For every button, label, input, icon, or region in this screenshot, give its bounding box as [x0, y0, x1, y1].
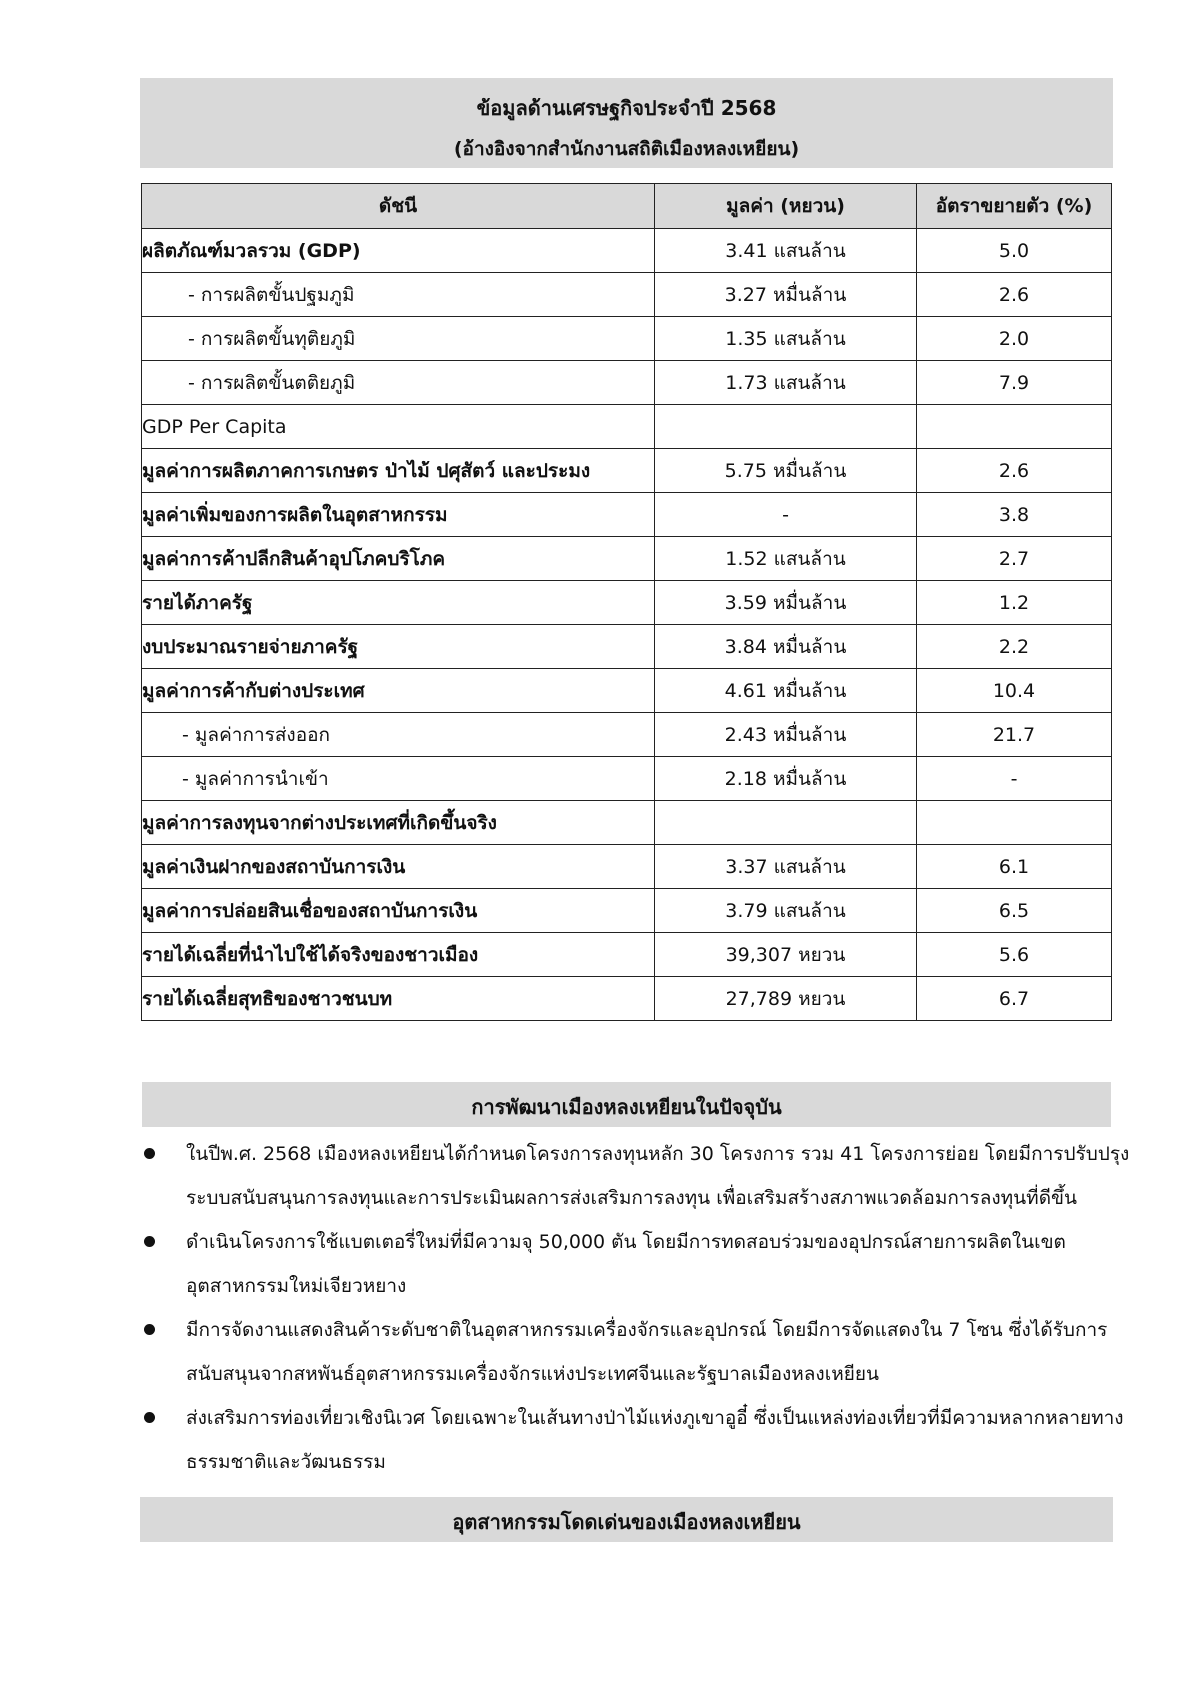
indicator-cell: มูลค่าการปล่อยสินเชื่อของสถาบันการเงิน	[142, 889, 655, 933]
table-row	[142, 361, 1112, 405]
table-row	[142, 273, 1112, 317]
value-cell: 3.41 แสนล้าน	[655, 229, 917, 273]
indicator-cell: - มูลค่าการส่งออก	[142, 713, 655, 757]
growth-rate-cell: 10.4	[917, 669, 1112, 713]
value-cell	[655, 801, 917, 845]
indicator-cell: - มูลค่าการนำเข้า	[142, 757, 655, 801]
growth-rate-cell: 5.0	[917, 229, 1112, 273]
bullet-text: ส่งเสริมการท่องเที่ยวเชิงนิเวศ โดยเฉพาะในเส้นทางป่าไม้แห่งภูเขาอูอี๋ ซึ่งเป็นแหล่งท่องเที่ยวที่มีความหลากหลายทางธรรมชาติและวัฒนธรรม	[186, 1407, 1124, 1473]
growth-rate-cell: 2.6	[917, 273, 1112, 317]
value-cell: 3.84 หมื่นล้าน	[655, 625, 917, 669]
growth-rate-cell	[917, 801, 1112, 845]
growth-rate-cell: 6.5	[917, 889, 1112, 933]
indicator-cell: งบประมาณรายจ่ายภาครัฐ	[142, 625, 655, 669]
growth-rate-cell: 2.2	[917, 625, 1112, 669]
bullet-text: ในปีพ.ศ. 2568 เมืองหลงเหยียนได้กำหนดโครงการลงทุนหลัก 30 โครงการ รวม 41 โครงการย่อย โดยมีการปรับปรุงระบบสนับสนุนการลงทุนและการประเมินผลการส่งเสริมการลงทุน เพื่อเสริมสร้างสภาพแวดล้อมการลงทุนที่ดีขึ้น	[186, 1143, 1130, 1209]
bullet-icon	[144, 1236, 155, 1247]
table-header-row	[142, 184, 1112, 229]
value-cell: 27,789 หยวน	[655, 977, 917, 1021]
section-heading-industries: อุตสาหกรรมโดดเด่นของเมืองหลงเหยียน	[140, 1497, 1113, 1542]
indicator-cell: มูลค่าการค้าปลีกสินค้าอุปโภคบริโภค	[142, 537, 655, 581]
growth-rate-cell: 2.0	[917, 317, 1112, 361]
list-item	[140, 1132, 1150, 1220]
value-cell: 3.37 แสนล้าน	[655, 845, 917, 889]
table-row	[142, 229, 1112, 273]
value-cell: 3.27 หมื่นล้าน	[655, 273, 917, 317]
table-row	[142, 801, 1112, 845]
value-cell: 2.18 หมื่นล้าน	[655, 757, 917, 801]
list-item	[140, 1220, 1150, 1308]
development-bullet-list	[140, 1132, 1150, 1484]
growth-rate-cell: 6.7	[917, 977, 1112, 1021]
bullet-icon	[144, 1148, 155, 1159]
document-header	[140, 78, 1113, 168]
column-header-value: มูลค่า (หยวน)	[655, 184, 917, 229]
table-row	[142, 493, 1112, 537]
table-row	[142, 405, 1112, 449]
table-row	[142, 537, 1112, 581]
value-cell: 39,307 หยวน	[655, 933, 917, 977]
growth-rate-cell: 2.6	[917, 449, 1112, 493]
list-item	[140, 1396, 1150, 1484]
table-body	[142, 229, 1112, 1021]
indicator-cell: มูลค่าการผลิตภาคการเกษตร ป่าไม้ ปศุสัตว์ และประมง	[142, 449, 655, 493]
column-header-indicator: ดัชนี	[142, 184, 655, 229]
value-cell: 1.35 แสนล้าน	[655, 317, 917, 361]
value-cell: 5.75 หมื่นล้าน	[655, 449, 917, 493]
table-row	[142, 757, 1112, 801]
growth-rate-cell: 5.6	[917, 933, 1112, 977]
growth-rate-cell: 7.9	[917, 361, 1112, 405]
indicator-cell: รายได้เฉลี่ยที่นำไปใช้ได้จริงของชาวเมือง	[142, 933, 655, 977]
bullet-icon	[144, 1324, 155, 1335]
table-row	[142, 713, 1112, 757]
growth-rate-cell: 2.7	[917, 537, 1112, 581]
growth-rate-cell	[917, 405, 1112, 449]
document-subtitle: (อ้างอิงจากสำนักงานสถิติเมืองหลงเหยียน)	[453, 138, 800, 160]
value-cell: 1.73 แสนล้าน	[655, 361, 917, 405]
table-row	[142, 977, 1112, 1021]
indicator-cell: - การผลิตขั้นตติยภูมิ	[142, 361, 655, 405]
indicator-cell: รายได้เฉลี่ยสุทธิของชาวชนบท	[142, 977, 655, 1021]
document-title: ข้อมูลด้านเศรษฐกิจประจำปี 2568	[476, 96, 777, 120]
table-row	[142, 581, 1112, 625]
indicator-cell: - การผลิตขั้นปฐมภูมิ	[142, 273, 655, 317]
value-cell: 4.61 หมื่นล้าน	[655, 669, 917, 713]
bullet-text: มีการจัดงานแสดงสินค้าระดับชาติในอุตสาหกรรมเครื่องจักรและอุปกรณ์ โดยมีการจัดแสดงใน 7 โซน ซึ่งได้รับการสนับสนุนจากสหพันธ์อุตสาหกรรมเครื่องจักรแห่งประเทศจีนและรัฐบาลเมืองหลงเหยียน	[186, 1319, 1108, 1385]
economic-data-table	[141, 183, 1112, 1021]
table-row	[142, 669, 1112, 713]
table-row	[142, 889, 1112, 933]
growth-rate-cell: 1.2	[917, 581, 1112, 625]
indicator-cell: มูลค่าการค้ากับต่างประเทศ	[142, 669, 655, 713]
table-row	[142, 933, 1112, 977]
growth-rate-cell: 3.8	[917, 493, 1112, 537]
indicator-cell: GDP Per Capita	[142, 405, 655, 449]
growth-rate-cell: 21.7	[917, 713, 1112, 757]
list-item	[140, 1308, 1150, 1396]
indicator-cell: ผลิตภัณฑ์มวลรวม (GDP)	[142, 229, 655, 273]
section-heading-development: การพัฒนาเมืองหลงเหยียนในปัจจุบัน	[142, 1082, 1111, 1127]
table-row	[142, 317, 1112, 361]
indicator-cell: มูลค่าเงินฝากของสถาบันการเงิน	[142, 845, 655, 889]
indicator-cell: มูลค่าเพิ่มของการผลิตในอุตสาหกรรม	[142, 493, 655, 537]
value-cell: 2.43 หมื่นล้าน	[655, 713, 917, 757]
value-cell	[655, 405, 917, 449]
table-row	[142, 449, 1112, 493]
value-cell: 3.79 แสนล้าน	[655, 889, 917, 933]
value-cell: 3.59 หมื่นล้าน	[655, 581, 917, 625]
value-cell: -	[655, 493, 917, 537]
growth-rate-cell: 6.1	[917, 845, 1112, 889]
indicator-cell: - การผลิตขั้นทุติยภูมิ	[142, 317, 655, 361]
bullet-text: ดำเนินโครงการใช้แบตเตอรี่ใหม่ที่มีความจุ 50,000 ตัน โดยมีการทดสอบร่วมของอุปกรณ์สายการผลิตในเขตอุตสาหกรรมใหม่เจียวหยาง	[186, 1231, 1066, 1297]
table-row	[142, 845, 1112, 889]
table-row	[142, 625, 1112, 669]
indicator-cell: รายได้ภาครัฐ	[142, 581, 655, 625]
value-cell: 1.52 แสนล้าน	[655, 537, 917, 581]
growth-rate-cell: -	[917, 757, 1112, 801]
bullet-icon	[144, 1412, 155, 1423]
indicator-cell: มูลค่าการลงทุนจากต่างประเทศที่เกิดขึ้นจริง	[142, 801, 655, 845]
column-header-growth-rate: อัตราขยายตัว (%)	[917, 184, 1112, 229]
